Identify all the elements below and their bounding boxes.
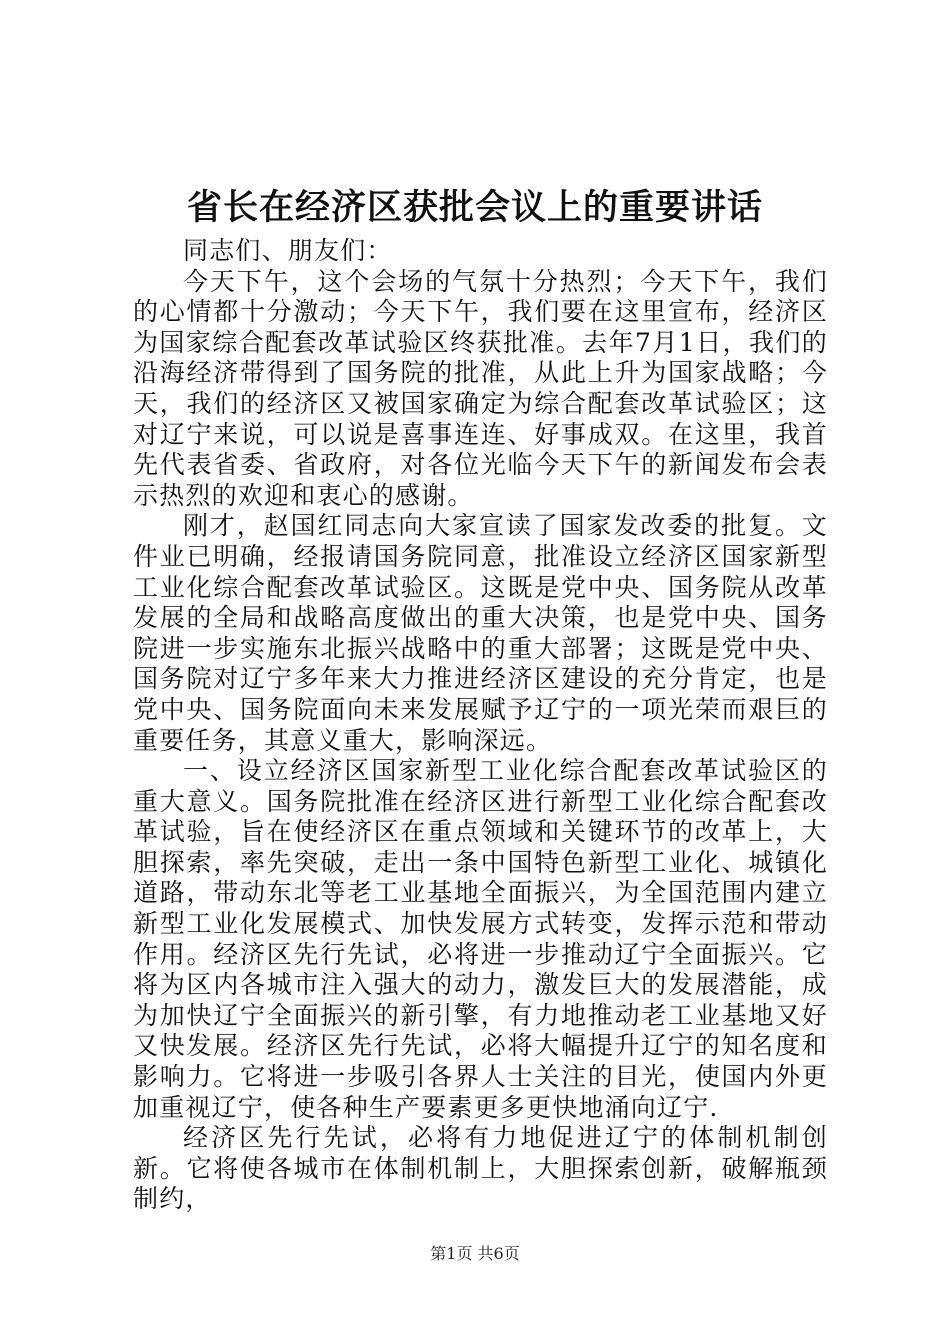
- document-title: 省长在经济区获批会议上的重要讲话: [186, 187, 763, 228]
- document-body: [133, 236, 828, 1215]
- paragraph-1: 今天下午，这个会场的气氛十分热烈；今天下午，我们的心情都十分激动；今天下午，我们要在这里宣布，经济区为国家综合配套改革试验区终获批准。去年7月1日，我们的沿海经济带得到了国务院的批准，从此上升为国家战略；今天，我们的经济区又被国家确定为综合配套改革试验区；这对辽宁来说，可以说是喜事连连、好事成双。在这里，我首先代表省委、省政府，对各位光临今天下午的新闻发布会表示热烈的欢迎和衷心的感谢。: [133, 266, 828, 510]
- paragraph-2: 刚才，赵国红同志向大家宣读了国家发改委的批复。文件业已明确，经报请国务院同意，批准设立经济区国家新型工业化综合配套改革试验区。这既是党中央、国务院从改革发展的全局和战略高度做出的重大决策，也是党中央、国务院进一步实施东北振兴战略中的重大部署；这既是党中央、国务院对辽宁多年来大力推进经济区建设的充分肯定，也是党中央、国务院面向未来发展赋予辽宁的一项光荣而艰巨的重要任务，其意义重大，影响深远。: [133, 511, 828, 755]
- paragraph-4: 经济区先行先试，必将有力地促进辽宁的体制机制创新。它将使各城市在体制机制上，大胆探索创新，破解瓶颈制约，: [133, 1123, 828, 1214]
- page-footer: 第1页 共6页: [430, 1244, 520, 1263]
- greeting-line: 同志们、朋友们：: [183, 236, 393, 265]
- paragraph-3: 一、设立经济区国家新型工业化综合配套改革试验区的重大意义。国务院批准在经济区进行新型工业化综合配套改革试验，旨在使经济区在重点领域和关键环节的改革上，大胆探索，率先突破，走出一条中国特色新型工业化、城镇化道路，带动东北等老工业基地全面振兴，为全国范围内建立新型工业化发展模式、加快发展方式转变，发挥示范和带动作用。经济区先行先试，必将进一步推动辽宁全面振兴。它将为区内各城市注入强大的动力，激发巨大的发展潜能，成为加快辽宁全面振兴的新引擎，有力地推动老工业基地又好又快发展。经济区先行先试，必将大幅提升辽宁的知名度和影响力。它将进一步吸引各界人士关注的目光，使国内外更加重视辽宁，使各种生产要素更多更快地涌向辽宁.: [133, 756, 828, 1122]
